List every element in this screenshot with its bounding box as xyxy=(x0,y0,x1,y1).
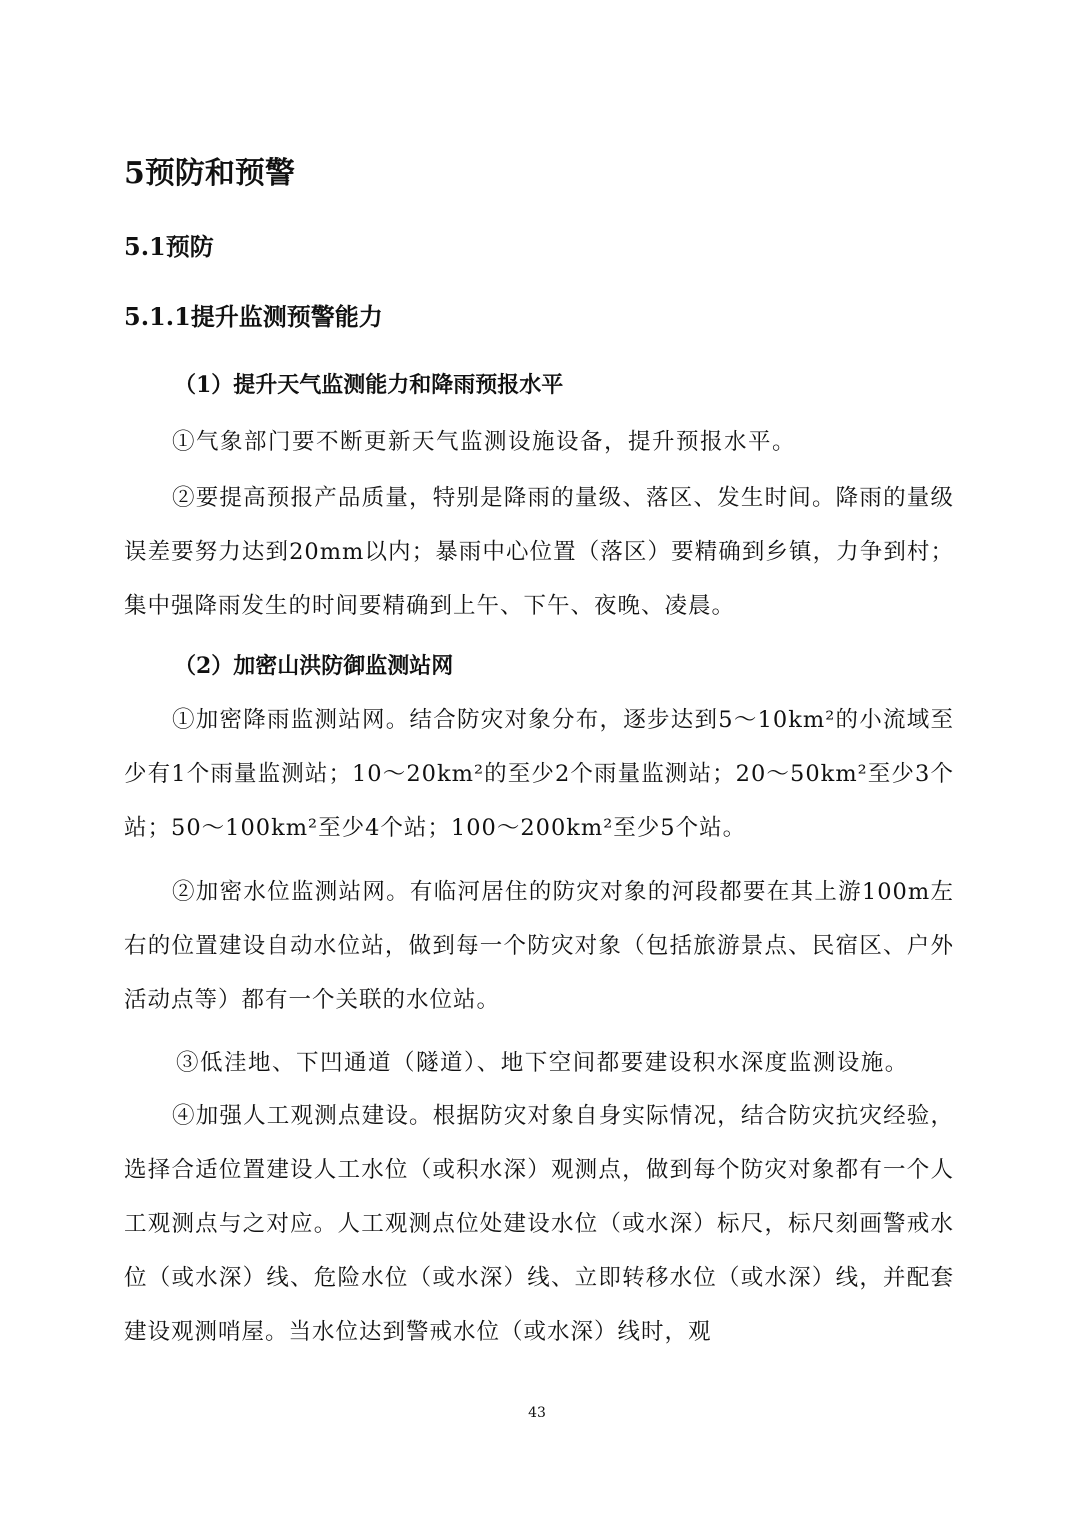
subsection-heading-1: （1）提升天气监测能力和降雨预报水平 xyxy=(174,372,564,398)
section-heading-5-1: 5.1预防 xyxy=(124,232,214,261)
subsection-heading-2: （2）加密山洪防御监测站网 xyxy=(174,653,454,679)
paragraph-2-1: ①加密降雨监测站网。结合防灾对象分布，逐步达到5～10km²的小流域至少有1个雨量监测站；10～20km²的至少2个雨量监测站；20～50km²至少3个站；50～100km²至少4个站；100～200km²至少5个站。 xyxy=(124,707,954,841)
paragraph-2-4: ④加强人工观测点建设。根据防灾对象自身实际情况，结合防灾抗灾经验，选择合适位置建设人工水位（或积水深）观测点，做到每个防灾对象都有一个人工观测点与之对应。人工观测点位处建设水位（或水深）标尺，标尺刻画警戒水位（或水深）线、危险水位（或水深）线、立即转移水位（或水深）线，并配套建设观测哨屋。当水位达到警戒水位（或水深）线时，观 xyxy=(124,1103,954,1345)
paragraph-2-2: ②加密水位监测站网。有临河居住的防灾对象的河段都要在其上游100m左右的位置建设自动水位站，做到每一个防灾对象（包括旅游景点、民宿区、户外活动点等）都有一个关联的水位站。 xyxy=(124,879,954,1013)
paragraph-2-3: ③低洼地、下凹通道（隧道）、地下空间都要建设积水深度监测设施。 xyxy=(176,1050,909,1076)
paragraph-1-1: ①气象部门要不断更新天气监测设施设备，提升预报水平。 xyxy=(172,429,797,455)
page-number: 43 xyxy=(528,1405,546,1421)
paragraph-1-2: ②要提高预报产品质量，特别是降雨的量级、落区、发生时间。降雨的量级误差要努力达到20mm以内；暴雨中心位置（落区）要精确到乡镇，力争到村；集中强降雨发生的时间要精确到上午、下午、夜晚、凌晨。 xyxy=(124,485,954,619)
section-heading-5-1-1: 5.1.1提升监测预警能力 xyxy=(124,302,383,331)
section-heading-5: 5预防和预警 xyxy=(124,156,295,191)
